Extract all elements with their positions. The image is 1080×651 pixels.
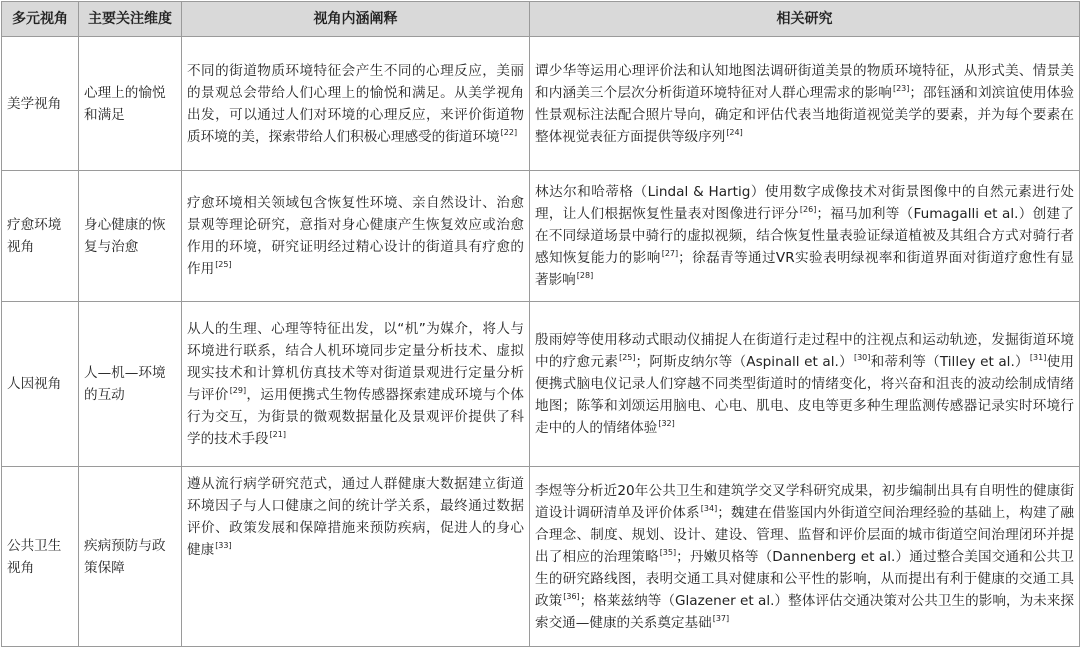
- research-text: 和蒂利等（Tilley et al.）: [870, 354, 1029, 370]
- citation-ref: [30]: [853, 353, 871, 363]
- explanation-cell: [182, 302, 530, 467]
- citation-ref: [23]: [892, 83, 910, 93]
- table-row: [2, 171, 1080, 302]
- explanation-cell: [182, 37, 530, 171]
- research-cell: [530, 37, 1080, 171]
- research-text: ；魏建在借鉴国内外街道空间治理经验的基础上，构建了融合理念、制度、规划、设计、建设、管理、监督和评价层面的城市街道空间治理闭环并提出了相应的治理策略: [535, 504, 1075, 565]
- research-text: 林达尔和哈蒂格（Lindal & Hartig）使用数字成像技术对街景图像中的自然元素进行处理，让人们根据恢复性量表对图像进行评分: [535, 184, 1074, 222]
- research-text: ；徐磊青等通过VR实验表明绿视率和街道界面对街道疗愈性有显著影响: [535, 250, 1075, 288]
- research-cell: [530, 302, 1080, 467]
- citation-ref: [34]: [700, 503, 718, 513]
- research-text: ；福马加利等（Fumagalli et al.）创建了在不同绿道场景中骑行的虚拟视频，结合恢复性量表验证绿道植被及其组合方式对骑行者感知恢复能力的影响: [535, 206, 1074, 266]
- explanation-text: 疗愈环境相关领域包含恢复性环境、亲自然设计、治愈景观等理论研究，意指对身心健康产生恢复效应或治愈作用的环境，研究证明经过精心设计的街道具有疗愈的作用: [187, 195, 524, 277]
- citation-ref: [35]: [659, 547, 677, 557]
- header-explanation: 视角内涵阐释: [182, 2, 530, 37]
- citation-ref: [27]: [661, 249, 679, 259]
- perspective-cell: 公共卫生视角: [2, 467, 79, 647]
- header-research: 相关研究: [530, 2, 1080, 37]
- research-text: ；阿斯皮纳尔等（Aspinall et al.）: [635, 354, 853, 370]
- table-row: [2, 467, 1080, 647]
- research-text: ；邵钰涵和刘滨谊使用体验性景观标注法配合照片导向，确定和评估代表当地街道视觉美学的要素，并为每个要素在整体视觉表征方面提供等级序列: [535, 84, 1075, 145]
- citation-ref: [26]: [799, 205, 817, 215]
- table-row: [2, 37, 1080, 171]
- explanation-text: 从人的生理、心理等特征出发，以“机”为媒介，将人与环境进行联系，结合人机环境同步定量分析技术、虚拟现实技术和计算机仿真技术等对街道景观进行定量分析与评价: [187, 321, 524, 403]
- citation-ref: [32]: [658, 419, 675, 429]
- citation-ref: [21]: [269, 430, 286, 440]
- citation-ref: [28]: [576, 271, 594, 281]
- research-text: 谭少华等运用心理评价法和认知地图法调研街道美景的物质环境特征，从形式美、情景美和内涵美三个层次分析街道环境特征对人群心理需求的影响: [535, 62, 1074, 101]
- citation-ref: [31]: [1029, 353, 1047, 363]
- focus-cell: 疾病预防与政策保障: [79, 467, 182, 647]
- research-text: ；丹嫩贝格等（Dannenberg et al.）通过整合美国交通和公共卫生的研究路线图，表明交通工具对健康和公平性的影响，从而提出有利于健康的交通工具政策: [535, 548, 1074, 609]
- header-perspective: 多元视角: [2, 2, 79, 37]
- perspective-cell: 疗愈环境视角: [2, 171, 79, 302]
- perspectives-table: [1, 1, 1080, 647]
- research-text: 使用便携式脑电仪记录人们穿越不同类型街道时的情绪变化，将兴奋和沮丧的波动绘制成情绪地图；陈筝和刘颂运用脑电、心电、肌电、皮电等更多种生理监测传感器记录实时环境行走中的人的情绪体验: [535, 354, 1075, 436]
- explanation-text: 不同的街道物质环境特征会产生不同的心理反应，美丽的景观总会带给人们心理上的愉悦和满足。从美学视角出发，可以通过人们对环境的心理反应，来评价街道物质环境的美，探索带给人们积极心理感受的街道环境: [187, 62, 524, 145]
- table-row: [2, 302, 1080, 467]
- research-cell: [530, 171, 1080, 302]
- citation-ref: [22]: [500, 127, 518, 137]
- research-text: ；格莱兹纳等（Glazener et al.）整体评估交通决策对公共卫生的影响，为未来探索交通—健康的关系奠定基础: [535, 592, 1075, 631]
- research-text: 殷雨婷等使用移动式眼动仪捕捉人在街道行走过程中的注视点和运动轨迹，发掘街道环境中的疗愈元素: [535, 332, 1074, 370]
- citation-ref: [33]: [215, 541, 232, 551]
- citation-ref: [36]: [563, 591, 580, 601]
- citation-ref: [25]: [215, 260, 232, 270]
- focus-cell: 身心健康的恢复与治愈: [79, 171, 182, 302]
- research-text: 李煜等分析近20年公共卫生和建筑学交叉学科研究成果，初步编制出具有自明性的健康街道设计调研清单及评价体系: [535, 482, 1074, 521]
- citation-ref: [29]: [229, 386, 247, 396]
- citation-ref: [25]: [619, 353, 636, 363]
- perspective-cell: 美学视角: [2, 37, 79, 171]
- focus-cell: 人—机—环境的互动: [79, 302, 182, 467]
- header-focus: 主要关注维度: [79, 2, 182, 37]
- citation-ref: [37]: [712, 613, 730, 623]
- perspective-cell: 人因视角: [2, 302, 79, 467]
- explanation-text: 遵从流行病学研究范式，通过人群健康大数据建立街道环境因子与人口健康之间的统计学关系，最终通过数据评价、政策发展和保障措施来预防疾病，促进人的身心健康: [187, 476, 524, 558]
- explanation-cell: [182, 171, 530, 302]
- focus-cell: 心理上的愉悦和满足: [79, 37, 182, 171]
- citation-ref: [24]: [726, 127, 743, 137]
- table-header-row: [2, 2, 1080, 37]
- explanation-text: ，运用便携式生物传感器探索建成环境与个体行为交互，为街景的微观数据量化及景观评价提供了科学的技术手段: [187, 387, 525, 447]
- explanation-cell: [182, 467, 530, 647]
- research-cell: [530, 467, 1080, 647]
